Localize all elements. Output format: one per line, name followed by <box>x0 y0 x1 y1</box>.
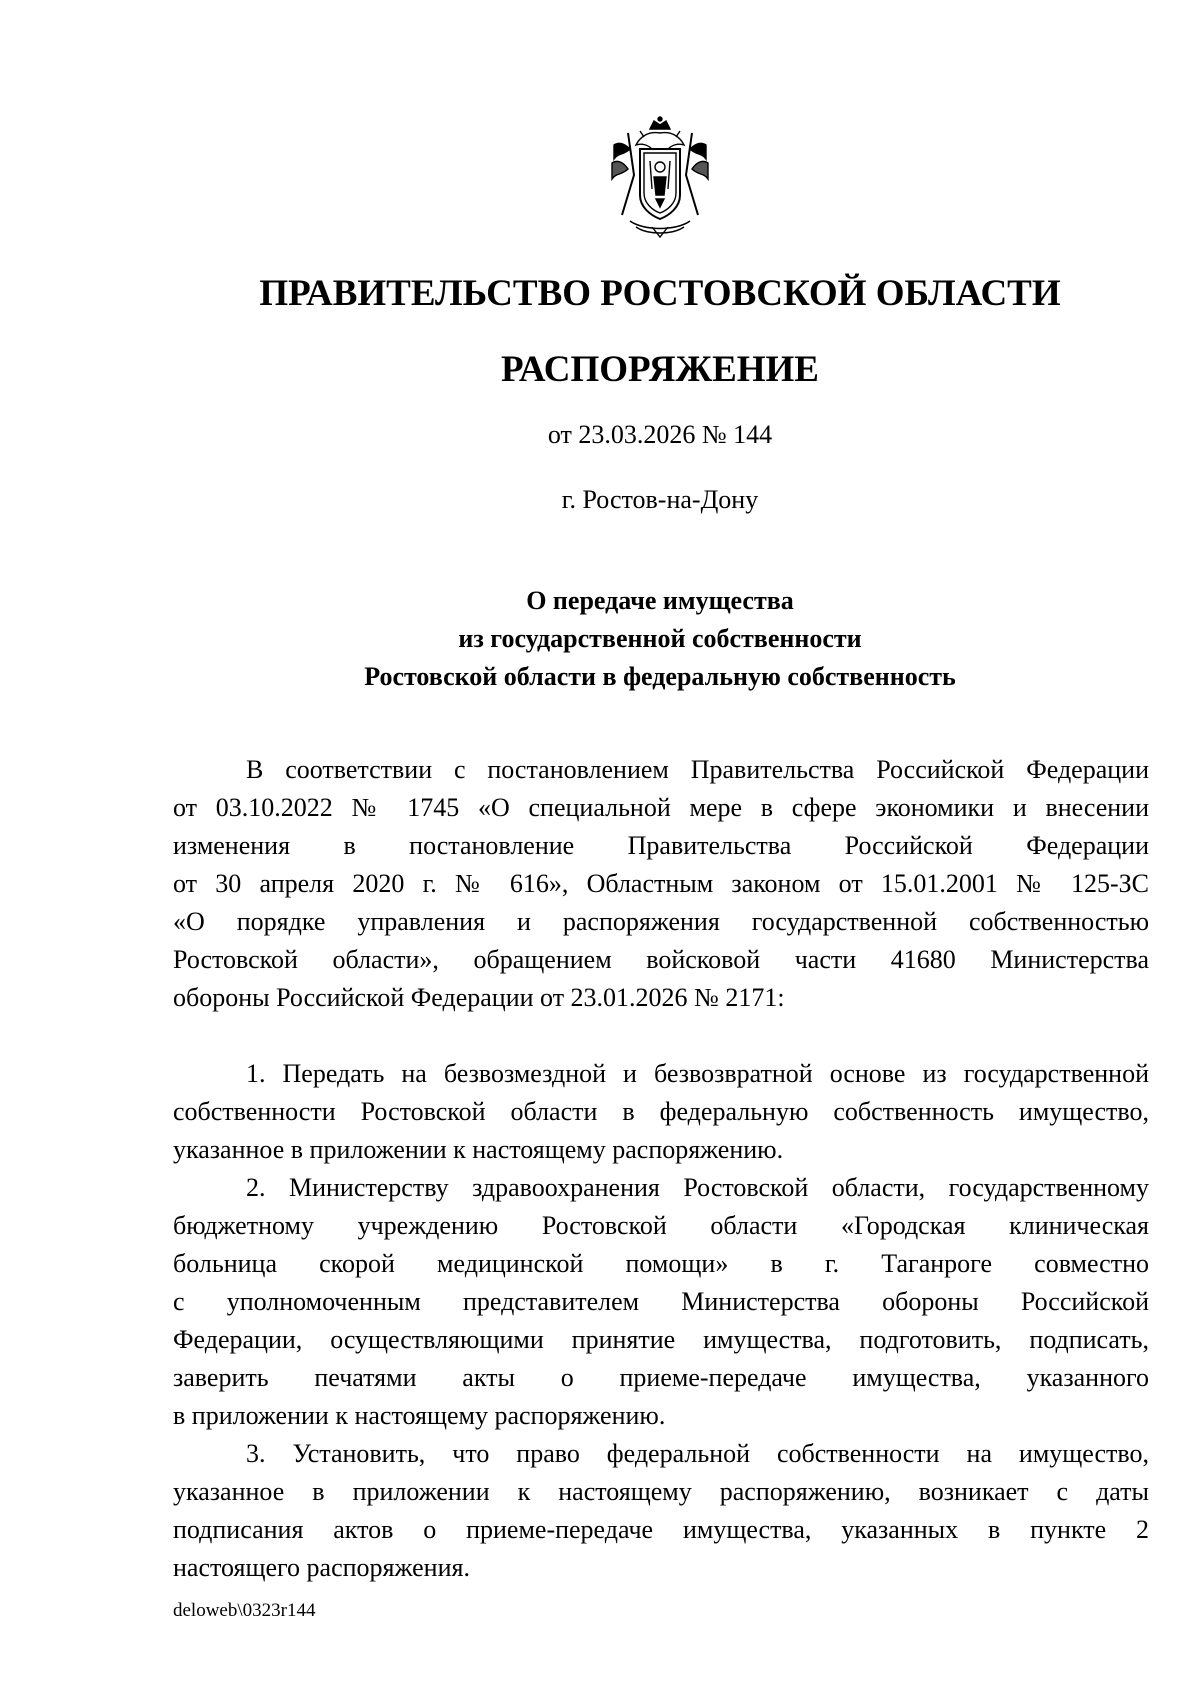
preamble-line: обороны Российской Федерации от 23.01.2026 № 2171: <box>173 983 785 1012</box>
list-item-3 <box>173 1435 1149 1587</box>
document-city: г. Ростов-на-Дону <box>561 485 759 514</box>
item-line: 3. Установить, что право федеральной собственности на имущество, <box>246 1439 1149 1468</box>
item-line: собственности Ростовской области в федеральную собственность имущество, <box>173 1097 1149 1126</box>
subject-line: Ростовской области в федеральную собственность <box>364 662 956 691</box>
rostov-oblast-coat-of-arms-icon <box>600 115 720 240</box>
footer-file-code: deloweb\0323r144 <box>173 1600 316 1621</box>
item-line: бюджетному учреждению Ростовской области «Городская клиническая <box>173 1211 1149 1240</box>
preamble-line: Ростовской области», обращением войсковой части 41680 Министерства <box>173 945 1149 974</box>
item-line: подписания актов о приеме-передаче имущества, указанных в пункте 2 <box>173 1515 1149 1544</box>
document-subject <box>0 582 1200 696</box>
item-line: указанное в приложении к настоящему распоряжению. <box>173 1135 784 1164</box>
item-line: с уполномоченным представителем Министерства обороны Российской <box>173 1287 1149 1316</box>
list-item-1 <box>173 1055 1149 1169</box>
item-line: 2. Министерству здравоохранения Ростовской области, государственному <box>246 1173 1149 1202</box>
item-line: указанное в приложении к настоящему распоряжению, возникает с даты <box>173 1477 1149 1506</box>
preamble-paragraph <box>173 751 1149 1017</box>
item-line: Федерации, осуществляющими принятие имущества, подготовить, подписать, <box>173 1325 1149 1354</box>
preamble-line: В соответствии с постановлением Правительства Российской Федерации <box>246 755 1149 784</box>
item-line: 1. Передать на безвозмездной и безвозвратной основе из государственной <box>246 1059 1149 1088</box>
subject-line: из государственной собственности <box>458 624 862 653</box>
document-number-date: от 23.03.2026 № 144 <box>547 420 773 449</box>
item-line: заверить печатями акты о приеме-передаче имущества, указанного <box>173 1363 1149 1392</box>
list-item-2 <box>173 1169 1149 1435</box>
preamble-line: изменения в постановление Правительства Российской Федерации <box>173 831 1149 860</box>
document-body <box>173 751 1149 1587</box>
preamble-line: от 30 апреля 2020 г. № 616», Областным законом от 15.01.2001 № 125-ЗС <box>173 869 1149 898</box>
item-line: в приложении к настоящему распоряжению. <box>173 1401 666 1430</box>
document-type-title: РАСПОРЯЖЕНИЕ <box>500 349 819 390</box>
preamble-line: «О порядке управления и распоряжения государственной собственностью <box>173 907 1149 936</box>
subject-line: О передаче имущества <box>526 586 794 615</box>
item-line: настоящего распоряжения. <box>173 1553 470 1582</box>
item-line: больница скорой медицинской помощи» в г. Таганроге совместно <box>173 1249 1149 1278</box>
preamble-line: от 03.10.2022 № 1745 «О специальной мере в сфере экономики и внесении <box>173 793 1149 822</box>
organization-title: ПРАВИТЕЛЬСТВО РОСТОВСКОЙ ОБЛАСТИ <box>259 273 1061 314</box>
